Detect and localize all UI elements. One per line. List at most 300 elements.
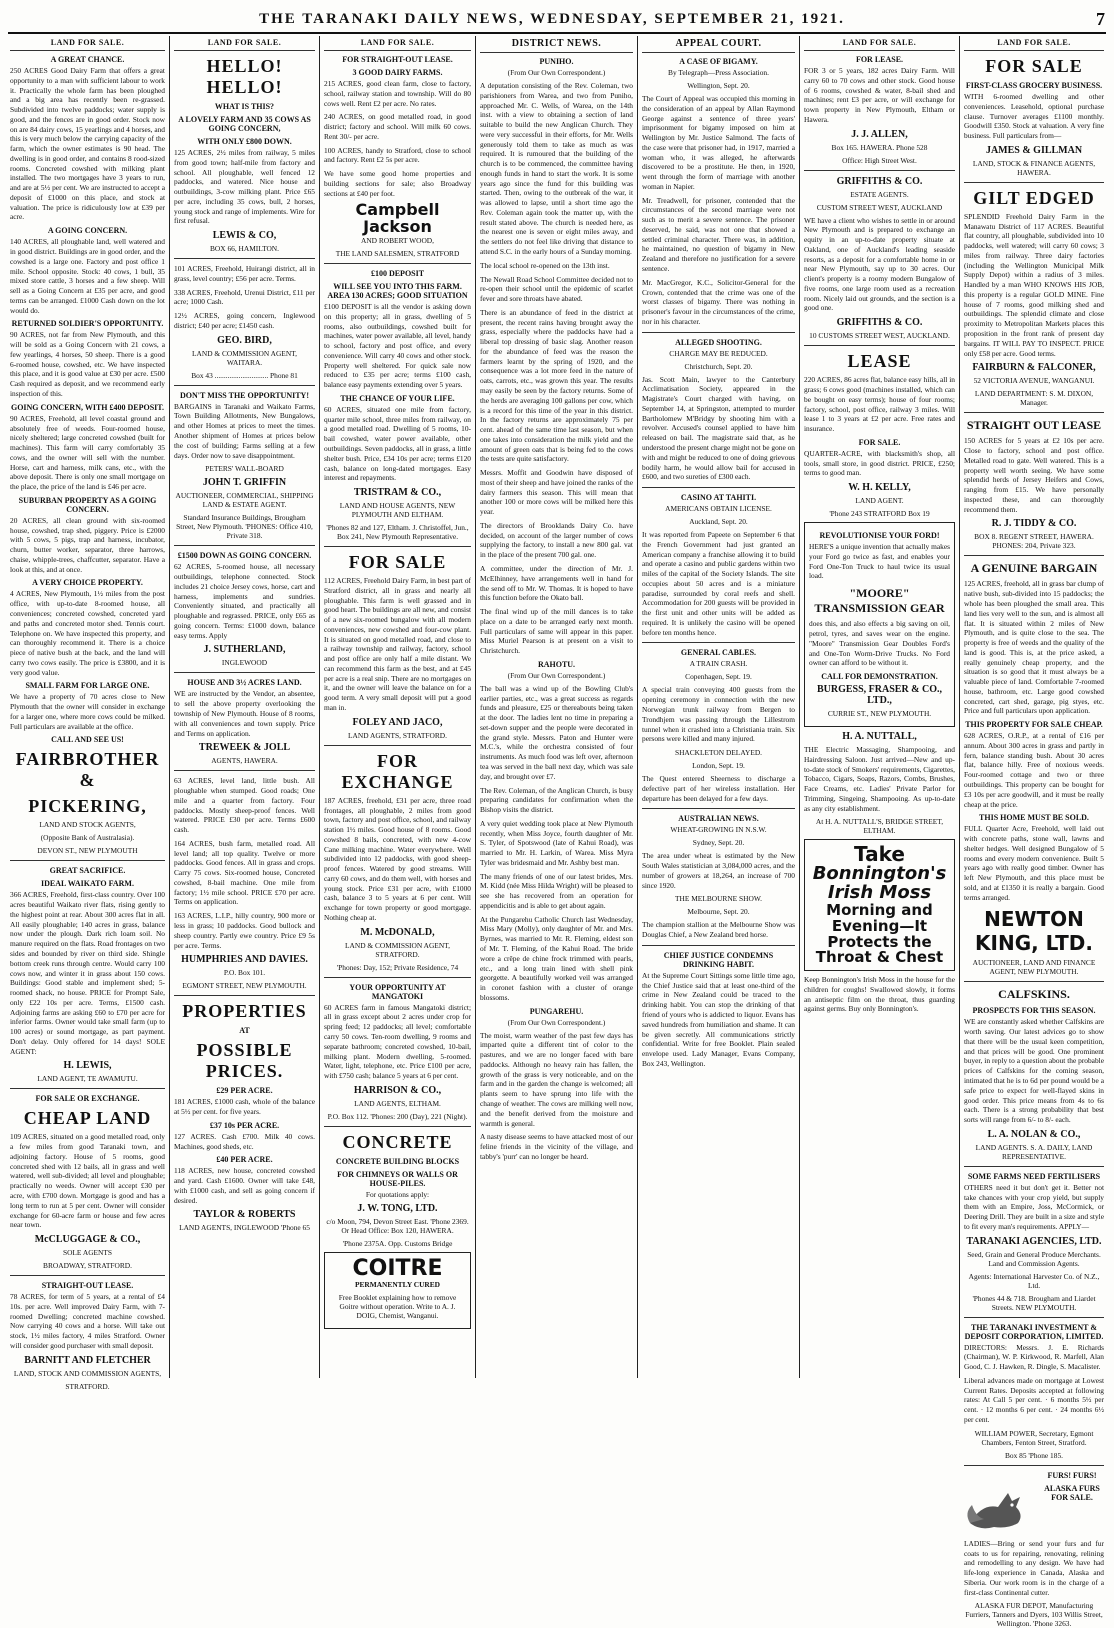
ad-text: Liberal advances made on mortgage at Lowest Current Rates. Deposits accepted at following rates: At Call 5 per cent. · 6 months 5½ per cent. · 12 months 6 per cent. · 24 months 6½ per cent. [964,1375,1104,1425]
ad-text: 220 ACRES, 86 acres flat, balance easy hills, all in grass; 6 cows good (machines installed, which can be bought on easy terms); house of four rooms; factory, school, post office, railway 3 miles. Will lease 1 to 3 years at £2 per acre. Free rates and insurance. [804,375,955,434]
advertiser-name: H. A. NUTTALL, [842,731,917,743]
ad-heading: GREAT SACRIFICE. [49,866,126,876]
divider [964,1317,1104,1318]
ad-heading: AT [239,1026,250,1036]
ad-headline: STRAIGHT OUT LEASE [966,418,1102,433]
divider [324,1126,471,1127]
ad-text: BARGAINS in Taranaki and Waikato Farms, Town Building Allotments, New Bungalows, and other Homes at prices to meet the times. Another shipment of Homes at prices below the cost of building; Farms selling at a few days. Order now to save disappointment. [174,401,315,460]
news-paragraph: Messrs. Moffit and Goodwin have disposed of most of their sheep and have joined the ranks of the dairy farmers this season. This will mean that another 100 or more cows will be milked here this year. [480,468,633,517]
divider [642,332,795,333]
advertiser-name: FAIRBURN & FALCONER, [972,362,1096,374]
ad-text: FULL Quarter Acre, Freehold, well laid out with concrete paths, stone wall, lawns and shelter hedges. Well designed Bungalow of 5 rooms and every modern convenience. Built 5 years ago with really good timber. Owner has left New Plymouth, and this place must be sold, and at £1350 it is really a bargain. Good terms arranged. [964,824,1104,902]
ad-text: 250 ACRES Good Dairy Farm that offers a great opportunity to a man with sufficient labour to work it. Practically the whole farm has been ploughed and a big area has recently been re-grassed. Subdivided into twelve paddocks; water supply is good, and the fences are in good order. Stock now on are 84 dairy cows, 15 yearlings and 4 horses, and this is very much below the carrying capacity of the farm, which the owner estimates is 90 head. The dwelling is in good order, and contains 8 rood-sized rooms. Concreted cowshed with milking plant installed. The two mortgages have 3 years to run, and are at 5½ per cent. We are instructed to accept a deposit of £1000 on this place, and stock at valuation. The price is ridiculously low at £39 per acre. [10,66,165,222]
masthead [8,6,1106,34]
divider [174,545,315,546]
ad-text: HERE'S a unique invention that actually makes your Ford go twice as fast, and enables your Ford One-Ton Truck to haul twice its usual load. [809,542,950,581]
ad-text: DIRECTORS: Messrs. J. E. Richards (Chairman), W. P. Kirkwood, R. Marfell, Alan Good, C. J. Hawken, R. Dingle, S. Macalister. [964,1342,1104,1372]
col3-header: LAND FOR SALE. [324,36,471,51]
ad-text: SPLENDID Freehold Dairy Farm in the Manawatu District of 117 ACRES. Beautiful flat country, all ploughable, subdivided into 10 paddocks, well watered; will carry 60 cows; 3 miles from railway. Three dairy factories (including the Wellington Municipal Milk Supply Depot) within a radius of 3 miles. Handled by a man WHO KNOWS HIS JOB, this property is a regular GOLD MINE. Fine house of 7 rooms, good milking shed and outbuildings. The splendid climate and close proximity to Metropolitan Markets places this proposition in the front rank of present day bargains. IT WILL PAY TO INSPECT. PRICE only £58 per acre. Good terms. [964,211,1104,358]
ad-text: 187 ACRES, freehold, £31 per acre, three road frontages, all ploughable, 2 miles from good town, factory and post office, school, and railway station 1½ miles. Good house of 8 rooms. Good cowshed 8 bails, concreted, with new 4-cow Cane milking machine. Water everywhere. Well subdivided into 12 paddocks, with good sheep-proof fences. Watered by good streams. Will carry 60 cows, and do them well, with horses and young stock. Price £31 per acre, with £1000 cash, balance 3 to 5 years at 6 per cent. Will exchange for town property or good mortgage. Nothing cheap at. [324,795,471,922]
ad-heading: £100 DEPOSIT [370,269,425,279]
advertiser-name: FAIRBROTHER & [15,749,160,791]
ad-heading: SMALL FARM FOR LARGE ONE. [25,681,150,691]
goitre-ad [324,1252,471,1329]
advertiser-name: LEWIS & CO, [212,230,277,242]
news-paragraph: The area under wheat is estimated by the New South Wales statistician at 3,084,000 acres, and the number of growers at 18,264, an increase of 700 since 1920. [642,851,795,890]
advertiser-name: Campbell Jackson [355,200,440,237]
advertiser-detail: LAND AGENTS. S. A. DAILY, LAND REPRESENTATIVE. [975,1142,1093,1161]
advertiser-detail: THE LAND SALESMEN, STRATFORD [335,249,460,259]
divider [324,546,471,547]
advertiser-detail: BOX 66, HAMILTON. [210,244,279,254]
advertiser-detail: Box 85 'Phone 185. [1005,1450,1063,1460]
ad-text: OTHERS need it but don't get it. Better not take chances with your crop yield, but supply them with an Empire, Joss, McCormick, or Deering Drill. They are built in a size and style to fit every man's requirements. APPLY— [964,1182,1104,1231]
divider [324,745,471,746]
ad-text: 100 ACRES, handy to Stratford, close to school and factory. Rent £2 5s per acre. [324,145,471,165]
ad-text: 60 ACRES farm in famous Mangatoki district; all in grass except about 2 acres under crop for spring feed; 12 paddocks; all level; comfortable carry 50 cows. Ten-room dwelling, 9 rooms and separate bathroom; concreted cowshed, 10-bail, milking plant. Modern dwelling, 5-roomed. Water, light, telephone, etc. Price £100 per acre, with £750 cash; balance 5 years at 6 per cent. [324,1002,471,1081]
advertiser-name: GRIFFITHS & CO. [836,175,923,187]
advertiser-name: L. A. NOLAN & CO., [987,1128,1081,1140]
ad-heading: THE CHANCE OF YOUR LIFE. [340,393,455,403]
news-paragraph: The many friends of one of our latest brides, Mrs. M. Kidd (née Miss Hilda Wright) will be pleased to see she has recovered from an operation for appendicitis and is able to get about again. [480,871,633,910]
advertiser-name: TARANAKI AGENCIES, LTD. [966,1235,1102,1247]
advertiser-name: H. LEWIS, [63,1060,112,1072]
ad-text: FOR 3 or 5 years, 182 acres Dairy Farm. Will carry 60 to 70 cows and other stock. Good house of 6 rooms, cowshed & water, 8-bail shed and machines; rent £3 per acre, or will exchange for town property in New Plymouth, Eltham or Hawera. [804,66,955,124]
ad-text: 125 ACRES, 2½ miles from railway, 5 miles from good town; half-mile from factory and school. All ploughable, well fenced 12 paddocks, and watered. Nice house and outbuildings, 3-cow milking plant. Price £65 per acre, including 35 cows, bull, 2 horses, young stock and range of implements. Wire for first refusal. [174,148,315,226]
ad-line: Evening—It [831,916,928,935]
news-paragraph: A very quiet wedding took place at New Plymouth recently, when Miss Joyce, fourth daughter of Mr. S. Tyler, of Spotswood (late of Kahui Road), was married to Mr. H. Larkin, of Warea. Miss Myra Tyler was bridesmaid and Mr. Ashby best man. [480,818,633,867]
divider [174,995,315,996]
news-paragraph: The champion stallion at the Melbourne Show was Douglas Chief, a New Zealand bred horse. [642,920,795,940]
deck: A TRAIN CRASH. [689,659,748,669]
news-paragraph: A deputation consisting of the Rev. Coleman, two parishioners from Warea, and two from Puniho, approached Mr. C. Wells, of Warea, on the 14th inst. with a view to obtaining a section of land suitable to build the new Anglican Church. They were very successful in their efforts, for Mr. Wells generously told them to take as much as was required. It is rumoured that the building of the church is to be commenced, the committee having enough funds in hand to start the work. It is some years ago since the fund for this building was started. Then, owing to the outbreak of the war, it was allowed to lapse, until a short time ago the Rev. Coleman again took the matter up, with the result stated above. The church is needed here, as the nearest one is seven or eight miles away, and the settlers do not feel like driving that distance to attend S.C. in the early hours of a Sunday morning. [480,81,633,257]
advertiser-name: HUMPHRIES AND DAVIES. [181,954,308,966]
advertiser-detail: LAND AND HOUSE AGENTS, NEW PLYMOUTH AND ELTHAM. [339,501,456,520]
ad-heading: FURS! FURS! [1047,1470,1097,1480]
advertiser-detail: 'Phones 82 and 127, Eltham. J. Christoffel, Jun., Box 241, New Plymouth Representative. [326,523,469,542]
ad-headline: A GENUINE BARGAIN [970,561,1098,576]
divider [964,412,1104,413]
ad-heading: FOR CHIMNEYS OR WALLS OR HOUSE-PILES. [337,1169,458,1188]
ad-heading: PROSPECTS FOR THIS SEASON. [972,1006,1096,1016]
ad-heading: WITH ONLY £800 DOWN. [197,137,292,146]
advertiser-detail: LAND & COMMISSION AGENT, STRATFORD. [345,940,450,959]
section-subheading: CHIEF JUSTICE CONDEMNS DRINKING HABIT. [663,950,774,969]
col7-header: LAND FOR SALE. [964,36,1104,51]
advertiser-name: R. J. TIDDY & CO. [991,518,1077,530]
divider [10,1088,165,1089]
news-paragraph: The ball was a wind up of the Bowling Club's earlier parties, etc., was a great success as regards funds and pleasure, £25 or thereabouts being taken at the door. The ladies lent no time in preparing a set-down supper and the people were decorated in the grand style. Messrs. Paton and Hunter were M.C.'s, while the orchestra consisted of four instruments. As much food was left over, afternoon tea was served in the ball next day, which was sale day, and brought over £7. [480,683,633,781]
ad-headline: COITRE [352,1255,443,1281]
column-3 [320,36,476,1378]
ad-text: 109 ACRES, situated on a good metalled road, only a few miles from good Taranaki town, and adjoining factory. House of 5 rooms, good concreted shed with 12 bails, all in grass and well watered, well sub-divided; all level and ploughable; practically no weeds. Owner will accept £30 per acre, with £700 down. Mortgage is good and has a long term to run at 5 per cent. Owner will consider exchange for 60-acre farm or house and few acres near town. [10,1132,165,1230]
divider [964,981,1104,982]
ad-heading: A VERY CHOICE PROPERTY. [32,578,143,588]
advertiser-detail: BOX 8. REGENT STREET, HAWERA. PHONES: 204, Private 323. [974,532,1094,551]
dateline: Melbourne, Sept. 20. [687,907,750,917]
advertiser-detail: AUCTIONEER, COMMERCIAL, SHIPPING LAND & ESTATE AGENT. [175,491,314,510]
ad-text: THE Electric Massaging, Shampooing, and Hairdressing Saloon. Just arrived—New and up-to-date stock of Smokers' requirements, Cigarettes, Tobacco, Cigars, Soaps, Razors, Combs, Brushes, Face Creams, etc. Ladies' Private Parlor for Trimming, Singeing, Shampooing. As up-to-date as any city establishment. [804,745,955,813]
ad-line: Take [854,842,905,867]
advertiser-name: NEWTON KING, LTD. [975,907,1093,956]
advertiser-detail: WILLIAM POWER, Secretary, Egmont Chambers, Fenton Street, Stratford. [974,1428,1094,1447]
dateline: Sydney, Sept. 20. [692,838,745,848]
divider [804,170,955,171]
news-paragraph: The final wind up of the mill dances is to take place on a date to be arranged early next month. Full particulars of same will appear in this paper. Miss Muriel Pearson is at present on a visit to Christchurch. [480,607,633,656]
byline: (From Our Own Correspondent.) [507,670,606,680]
advertiser-name: J. J. ALLEN, [851,128,908,140]
advertiser-name: BURGESS, FRASER & CO., LTD., [816,684,943,707]
advertiser-detail: c/o Moon, 794, Devon Street East. 'Phone 2369. Or Head Office: Box 120, HAWERA. [326,1216,469,1235]
ad-heading: STRAIGHT-OUT LEASE. [41,1281,134,1291]
column-4 [476,36,638,1378]
page-number: 7 [1096,8,1106,29]
ad-heading: £37 10s PER ACRE. [209,1120,280,1130]
advertiser-detail: Agents: International Harvester Co. of N.Z., Ltd. [968,1271,1100,1290]
dateline: Christchurch, Sept. 20. [684,361,753,371]
ad-heading: HOUSE AND 3½ ACRES LAND. [187,678,302,688]
ad-text: 20 ACRES, all clean ground with six-roomed house, cowshed, trap shed, piggery. Price is £2000 with 5 cows, 5 pigs, trap and harness, incubator, churn, butter worker, separator, three harrows, chaise, whipple-trees, chaffcutter, separator. Have a look at this, and at once. [10,515,165,574]
advertiser-detail: PETERS' WALL-BOARD [205,464,284,474]
ad-heading: THIS HOME MUST BE SOLD. [979,813,1089,823]
advertiser-detail: Standard Insurance Buildings, Brougham Street, New Plymouth. 'PHONES: Office 410, Private 318. [176,513,313,541]
masthead-title: THE TARANAKI DAILY NEWS, WEDNESDAY, SEPTEMBER 21, 1921. [259,10,845,27]
advertiser-detail: INGLEWOOD [221,658,268,668]
ad-line: Bonnington's [812,863,947,885]
advertiser-detail: 10 CUSTOMS STREET WEST, AUCKLAND. [809,331,950,341]
ad-text: 628 ACRES, O.R.P., at a rental of £16 per annum. About 300 acres in grass and partly in fern, balance standing bush. About 30 acres flat, balance hilly. Free of noxious weeds. Four-roomed cottage and two or three outbuildings. This property can be bought for £3 10s per acre goodwill, and it must be really cheap at the price. [964,731,1104,809]
col2-header: LAND FOR SALE. [174,36,315,51]
column-5 [638,36,800,1378]
moore-gear-ad [804,522,955,727]
ad-text: 62 ACRES, 5-roomed house, all necessary outbuildings, telephone connected. Stock includes 21 choice Jersey cows, horse, cart and harness, implements and sundries. Conveniently situated, and practically all ploughable and regrassed. PRICE, only £65 as going concern. Terms: £1000 down, balance easy terms. Apply [174,562,315,640]
advertiser-detail: EGMONT STREET, NEW PLYMOUTH. [182,981,307,991]
advertiser-detail: LAND AGENT, TE AWAMUTU. [37,1074,138,1084]
ad-headline: CONCRETE [342,1131,453,1152]
news-paragraph: The Rev. Coleman, of the Anglican Church, is busy preparing candidates for confirmation when the Bishop visits the district. [480,785,633,815]
advertiser-name: TREWEEK & JOLL [198,742,291,754]
news-paragraph: There is an abundance of feed in the district at present, the recent rains having brought away the grass, especially where the paddocks have had a liberal top dressing of basic slag. Another reason for the abundance of feed was the reason the farmers learnt by the spring of 1920, and the consequence was a lot more feed in the nature of oats, carrots, etc., was grown this year. The results may easily be seen by the factory returns. Some of the herds are averaging 100 gallons per cow, which is a record for this time of the year in this district. In the factory returns are approximately 75 per cent. ahead of the same time last season, but when one takes into consideration the milk yield and the amount of green oats that is being fed to the cows the tests are quite satisfactory. [480,307,633,464]
advertiser-name: J. SUTHERLAND, [203,644,286,656]
ad-text: 4 ACRES, New Plymouth, 1½ miles from the post office, with up-to-date 8-roomed house, all conveniences; concreted cowshed, concreted yard and paths and concreted motor shed. Tennis court. Telephone on. We have inspected this property, and can thoroughly recommend it. There is a choice piece of native bush at the back, and the land will carry two cows easily. The price is £3800, and it is very good value. [10,589,165,677]
ad-text: £100 DEPOSIT is all the vendor is asking down on this property; all in grass, dwelling of 5 rooms, also outbuildings, cowshed built for machines, water power available, all level, handy to school, factory and post office, and every convenience. Will carry 40 cows and other stock. Property well sheltered. For quick sale now reduced to £35 per acre; terms £100 cash, balance easy payments extending over 5 years. [324,302,471,390]
ad-text: LADIES—Bring or send your furs and fur coats to us for repairing, renovating, relining and remodelling to any design. We have had life-long experience in Canada, Alaska and Siberia. Our work room is in the charge of a first-class Continental cutter. [964,1538,1104,1597]
ad-heading: ALASKA FURS FOR SALE. [1044,1483,1100,1502]
advertiser-detail: For quotations apply: [365,1189,430,1199]
irish-moss-ad [804,839,955,971]
column-7 [960,36,1108,1628]
dateline: Wellington, Sept. 20. [687,81,750,90]
advertiser-detail: At H. A. NUTTALL'S, BRIDGE STREET, ELTHAM. [815,817,944,836]
divider [804,345,955,346]
ad-text: 63 ACRES, level land, little bush. All ploughable when stumped. Good roads; One mile and a quarter from factory. Four paddocks. Mostly sheep-proof fences. Well watered. PRICE £30 per acre. Terms £600 cash. [174,776,315,835]
ad-text: 78 ACRES, for term of 5 years, at a rental of £4 10s. per acre. Well improved Dairy Farm, with 7-roomed Dwelling; concreted machine cowshed. Now carrying 40 cows and a horse. Will take out stock, 1½ miles factory, 4 miles Stratford. Owner will consider good purchaser with small deposit. [10,1292,165,1350]
advertiser-detail: CUSTOM STREET WEST, AUCKLAND [816,202,943,212]
deck: AMERICANS OBTAIN LICENSE. [665,504,772,514]
divider [10,860,165,861]
section-header: APPEAL COURT. [642,36,795,53]
advertiser-name: McCLUGGAGE & CO., [34,1234,141,1246]
ad-line: Throat & Chest [815,948,944,967]
ad-text: 150 ACRES for 5 years at £2 10s per acre. Close to factory, school and post office. Metalled road to gate. Well watered. This is a property well worth seeing. We have some splendid herds of Jersey Heifers and Cows, ranging from £15. We have personally inspected these, and can thoroughly recommend them. [964,436,1104,514]
advertiser-detail: ALASKA FUR DEPOT, Manufacturing Furriers, Tanners and Dyers, 103 Willis Street, Wellington. 'Phone 3263. [965,1601,1103,1628]
advertiser-name: PICKERING, [28,796,147,817]
divider [642,945,795,946]
advertiser-detail: LAND AGENT. [855,496,904,506]
divider [642,642,795,643]
ad-text: Free Booklet explaining how to remove Goitre without operation. Write to A. J. DOIG, Chemist, Wanganui. [338,1292,457,1320]
ad-text: 140 ACRES, all ploughable land, well watered and in good district. Buildings are in good order, and the cowshed is a large one. Factory and post office 1 mile. School opposite. Stock: 40 cows, 1 bull, 35 mixed store cattle, 3 horses and a few sheep. Will sell as a Going Concern at £35 per acre, and good terms can be arranged. £1000 Cash down on the lot would do. [10,237,165,315]
ad-heading: GOING CONCERN, WITH £400 DEPOSIT. [10,402,165,412]
ad-headline: "MOORE" TRANSMISSION GEAR [814,586,945,616]
ad-heading: FOR LEASE. [855,55,904,64]
ad-heading: RETURNED SOLDIER'S OPPORTUNITY. [11,319,164,329]
section-subheading: A CASE OF BIGAMY. [679,57,758,66]
ad-text: 127 ACRES. Cash £700. Milk 40 cows. Machines, good sheds, etc. [174,1131,315,1151]
divider [642,487,795,488]
ad-text: WE have a client who wishes to settle in or around New Plymouth and is prepared to exchange an equity in an up-to-date property situate at Oakland, one of Auckland's leading seaside resorts, as a deposit for a comfortable home in or near New Plymouth, say up to 30 acres. Our client's property is a roomy modern Bungalow of five rooms, one large room used as a recreation room. Nicely laid out grounds, and the section is a good one. [804,215,955,313]
news-paragraph: A special train conveying 400 guests from the opening ceremony in connection with the new Norwegian trunk railway from Bergen to Trondhjem was passing through the Lillestrom tunnel when it crashed into a Christiania train. Six persons were killed and many injured. [642,685,795,744]
advertiser-detail: Box 43 ............................. Phone 81 [191,370,298,380]
dateline: Auckland, Sept. 20. [689,517,748,527]
ad-text: 163 ACRES, L.I.P., hilly country, 900 more or less in grass; 10 paddocks. Good bullock and sheep country. Partly ewe country. Price £9 5s per acre. Terms. [174,911,315,950]
section-subheading: GENERAL CABLES. [680,648,757,658]
section-subheading: ALLEGED SHOOTING. [675,337,762,347]
advertiser-detail: (Opposite Bank of Australasia). [40,833,135,843]
section-header: DISTRICT NEWS. [480,36,633,53]
advertiser-detail: SOLE AGENTS [62,1248,113,1258]
divider [174,672,315,673]
ad-line: Protects the [827,932,932,951]
advertiser-name: TRISTRAM & CO., [353,487,442,499]
advertiser-name: HARRISON & CO., [353,1084,442,1096]
ad-heading: FOR SALE. [858,437,901,447]
ad-headline: HELLO! HELLO! [206,56,283,97]
ad-text: does this, and also effects a big saving on oil, petrol, tyres, and saves wear on the engine. "Moore" Transmission Gear Doubles Ford's and One-Ton Worm-Drive Trucks. No Ford owner can afford to be without it. [809,619,950,668]
ad-heading: IDEAL WAIKATO FARM. [41,879,134,889]
ad-headline: CHEAP LAND [23,1108,152,1129]
ad-heading: A GOING CONCERN. [47,226,128,236]
news-paragraph: A nasty disease seems to have attacked most of our feline friends in the vicinity of the village, and tabby's 'purr' can no longer be heard. [480,1132,633,1161]
section-subheading: AUSTRALIAN NEWS. [678,814,759,824]
advertiser-name: BARNITT AND FLETCHER [24,1354,151,1366]
section-subheading: CASINO AT TAHITI. [680,493,757,503]
ad-heading: FOR SALE OR EXCHANGE. [35,1094,140,1104]
advertiser-name: TAYLOR & ROBERTS [193,1209,296,1221]
advertiser-detail: P.O. Box 112. 'Phones: 200 (Day), 221 (Night). [327,1111,468,1121]
ad-text: WE are constantly asked whether Calfskins are worth saving. Our latest advices go to show that there will be the usual keen competition, and that prices will be good. One prominent buyer, in reply to a question about the probable prices of Calfskins for the coming season, intimated that he is to 6d per pound would be a safe price to expect for well-flayed skins in good order. This price means from 4s to 6s each. There is a strong probability that best sorts will range from 6/- to 8/- each. [964,1017,1104,1125]
advertiser-detail: LAND AGENTS, INGLEWOOD 'Phone 65 [179,1223,310,1233]
advertiser-detail: 'Phone 243 STRATFORD Box 19 [829,509,930,519]
news-paragraph: The Quest entered Sheerness to discharge a defective part of her wireless installation. Her departure has been delayed for a few days. [642,774,795,803]
advertiser-name: JAMES & GILLMAN [985,144,1083,156]
ad-text: 101 ACRES, Freehold, Huirangi district, all in grass, level country; £56 per acre. Terms. [174,264,315,283]
ad-text: QUARTER-ACRE, with blacksmith's shop, all tools, small store, in good district. PRICE, £250; terms to good man. [804,448,955,478]
advertiser-detail: 'Phones: Day, 152; Private Residence, 74 [336,962,459,972]
ad-text: 12½ ACRES, going concern, Inglewood district; £40 per acre; £1450 cash. [174,311,315,330]
section-subheading: PUNIHO. [539,57,574,66]
advertiser-detail: AGENTS, HAWERA. [211,756,278,766]
advertiser-detail: LAND, STOCK AND COMMISSION AGENTS, [13,1368,162,1378]
news-paragraph: The directors of Brooklands Dairy Co. have decided, on account of the larger number of cows supplying the factory, to install a new 800 gal. vat in the place of the present 700 gal. one. [480,520,633,560]
col6-header: LAND FOR SALE. [804,36,955,51]
ad-heading: A LOVELY FARM AND 35 COWS AS GOING CONCERN, [178,115,311,133]
ad-heading: SUBURBAN PROPERTY AS A GOING CONCERN. [18,495,157,514]
byline: (From Our Own Correspondent.) [507,68,606,77]
ad-text: We have a property of 70 acres close to New Plymouth that the owner will consider in exchange for a larger one, where more cows could be milked. Full particulars are available at the office. [10,692,165,731]
ad-heading: CALL AND SEE US! [51,735,124,745]
news-paragraph: The Court of Appeal was occupied this morning in the consideration of an appeal by Allan Raymond George against a sentence of three years' imprisonment for bigamy imposed on him at Wellington by Mr. Justice Salmond. The facts of the case were that prisoner had, in 1917, married a woman who, it was alleged, he afterwards discovered to be a prostitute. He then, in 1920, went through the form of marriage with another woman in Napier. [642,94,795,191]
divider [324,263,471,264]
advertiser-detail: ESTATE AGENTS. [850,189,909,199]
ad-headline: PROPERTIES [182,1001,307,1022]
ad-line: Irish Moss [827,882,932,904]
ad-text: 215 ACRES, good clean farm, close to factory, school, railway station and township. Will do 80 cows well. Rent £2 per acre. No rates. [324,79,471,108]
columns [6,36,1108,1628]
ad-headline: POSSIBLE PRICES. [196,1040,293,1082]
ad-headline: FOR EXCHANGE [341,750,454,792]
ad-heading: £29 PER ACRE. [216,1086,273,1096]
ad-heading: SOME FARMS NEED FERTILISERS [967,1171,1101,1181]
ad-heading: £40 PER ACRE. [216,1155,273,1165]
ad-heading: WHAT IS THIS? [214,102,275,111]
ad-heading: 3 GOOD DAIRY FARMS. [352,68,443,77]
column-2 [170,36,320,1378]
divider [964,1465,1104,1466]
advertiser-detail: Box 165. HAWERA. Phone 528 [831,142,928,152]
news-paragraph: Jas. Scott Main, lawyer to the Canterbury Acclimatisation Society, appeared in the Magistrate's Court charged with having, on September 14, at Springston, attempted to murder Bartholomew M'Bridgy by shooting him with a revolver. Accused's counsel applied to have him released on bail. The magistrate said that, as he understood the present charge might not be gone on with and might be reduced to one of doing grievous bodily harm, he would allow bail for accused in £600, and two sureties of £300 each. [642,374,795,482]
advertiser-detail: Seed, Grain and General Produce Merchants. Land and Commission Agents. [967,1249,1101,1268]
ad-heading: FIRST-CLASS GROCERY BUSINESS. [965,81,1103,90]
ad-text: 118 ACRES, new house, concreted cowshed and yard. Cash £1600. Owner will take £48, with £1000 cash, and sell as going concern if desired. [174,1166,315,1205]
news-paragraph: Mr. Treadwell, for prisoner, contended that the circumstances of the second marriage were not such as to merit a severe sentence. The prisoner deserved, he said, was not one that showed a settled criminal character. There was, in addition, he maintained, no question of bigamy in New Zealand and therefore no justification for a severe sentence. [642,195,795,274]
ad-heading: FOR STRAIGHT-OUT LEASE. [342,55,453,64]
news-paragraph: The local school re-opened on the 13th inst. [480,260,610,270]
ad-text: 366 ACRES, Freehold, first-class country. Over 100 acres beautiful Waikato river flats, rising gently to the highest point at rear. About 300 acres flat in all. All easily ploughable; 140 acres in grass, balance now under the plough. Dark rich loam soil. No manure required on the flats. Road frontages on two sides and bounded by river on third side. Shingle bottom creek runs through centre. Would carry 100 cows now, and winter it in grass about 150 cows. Buildings: Good stable and implement shed; 5-roomed shack, no house. PRICE for Prompt Sale, only £22 10s per acre. Terms, £1500 cash. Adjoining farms are asking £60 to £70 per acre for inferior farms. Owner would take small farm (up to 100 acres) or sound mortgage, as part payment. Don't delay. Only offered for 14 days! SOLE AGENT: [10,890,165,1056]
section-subheading: PUNGAREHU. [529,1006,584,1016]
ad-heading: YOUR OPPORTUNITY AT MANGATOKI [349,982,446,1001]
advertiser-name: M. McDONALD, [360,926,435,938]
advertiser-detail: LAND & COMMISSION AGENT, WAITARA. [192,348,297,367]
advertiser-detail: LAND AGENTS, STRATFORD. [348,730,447,740]
section-subheading: RAHOTU. [537,659,576,669]
divider [964,1166,1104,1167]
advertiser-detail: LAND DEPARTMENT: S. M. DIXON, Manager. [974,389,1094,408]
ad-heading: CALL FOR DEMONSTRATION. [821,672,938,682]
fox-illustration-icon [964,1473,1034,1537]
news-paragraph: At the Pungarehu Catholic Church last Wednesday, Miss Mary (Molly), only daughter of Mr. and Mrs. Byrnes, was married to Mr. R. Fleming, eldest son of Mr. T. Fleming, of the Kahui Road. The bride wore a crêpe de chine frock trimmed with pearls, etc., and a long train lined with shell pink georgette. A beautifully worked veil was arranged in coronet fashion with a cluster of orange blossoms. [480,914,633,1002]
column-6 [800,36,960,1378]
ad-headline: GILT EDGED [973,187,1095,208]
divider [324,977,471,978]
ad-headline: FOR SALE [985,56,1083,76]
advertiser-detail: DEVON ST., NEW PLYMOUTH [37,846,138,856]
divider [174,258,315,259]
byline: By Telegraph—Press Association. [668,68,769,77]
ad-heading: THIS PROPERTY FOR SALE CHEAP. [965,720,1103,730]
advertiser-detail: Office: High Street West. [842,155,917,165]
ad-text: 60 ACRES, situated one mile from factory, quarter mile school, three miles from railway, on a good metalled road. Dwelling of 5 rooms, 10-bail cowshed, water power available, other outbuildings. Seven paddocks, all in grass, a little shelter bush. Price, £34 10s per acre; terms £120 cash, balance on long-dated mortgages. Easy interest and repayments. [324,404,471,483]
byline: (From Our Own Correspondent.) [507,1017,606,1027]
advertiser-name: W. H. KELLY, [848,482,911,494]
dateline: London, Sept. 19. [692,761,745,771]
ad-heading: A GREAT CHANCE. [50,55,125,64]
advertiser-detail: LAND, STOCK & FINANCE AGENTS, HAWERA. [972,158,1096,177]
news-paragraph: Mr. MacGregor, K.C., Solicitor-General for the Crown, contended that the crime was one of the worst classes of bigamy. There was nothing in prisoner's favour in the circumstances of the crime, nor in his character. [642,277,795,326]
column-1 [6,36,170,1391]
ad-text: We have some good home properties and building sections for sale; also Broadway sections at £40 per foot. [324,169,471,198]
advertiser-name: JOHN T. GRIFFIN [202,477,287,489]
ad-headline: FOR SALE [348,552,447,573]
ad-text: 90 ACRES, not far from New Plymouth, and this will be sold as a Going Concern with 21 cows, a few yearlings, 4 horses, 50 sheep. There is a good 6-roomed house, cowshed, etc. We have inspected this place, and it is good value at £30 per acre. £500 Cash required as deposit, and we recommend early inspection of this. [10,330,165,398]
news-paragraph: It was reported from Papeete on September 6 that the French Government had just granted an American company a franchise allowing it to build and operate a casino and public gardens within two miles of the capital of the Society Islands. The site occupies about 50 acres and is a miniature paradise, surrounded by coral reefs and shell. Accommodation for 200 guests will be provided in the first unit and other units will be added as required. It is unlikely the casino will be opened before ten months hence. [642,530,795,637]
divider [642,808,795,809]
advertiser-name: GEO. BIRD, [217,334,272,346]
deck: WHEAT-GROWING IN N.S.W. [670,825,767,835]
news-paragraph: The moist, warm weather of the past few days has imparted quite a different tint of color to the pastures, and we are no longer faced with bare paddocks. Although no heavy rain has fallen, the growth of the grass is very noticeable, and on the farm and in the garden the change is welcomed; all plants seem to have sprung into life with the change of weather. The cows are milking well now, and the benefit derived from the moisture and warmth is general. [480,1030,633,1128]
ad-text: Keep Bonnington's Irish Moss in the house for the children for coughs! Swallowed slowly, it forms an antiseptic film on the throat, thus guarding against germs. Buy only Bonnington's. [804,975,955,1014]
advertiser-detail: STRATFORD. [65,1381,110,1391]
advertiser-detail: 'Phone 2375A. Opp. Customs Bridge [342,1238,453,1248]
advertiser-detail: AND ROBERT WOOD, [361,236,434,246]
ad-line: Morning and [826,901,933,920]
dateline: Copenhagen, Sept. 19. [685,672,752,682]
advertiser-detail: BROADWAY, STRATFORD. [43,1261,132,1271]
advertiser-detail: LAND AND STOCK AGENTS, [39,820,136,830]
advertiser-name: GRIFFITHS & CO. [836,317,923,329]
divider [174,770,315,771]
divider [10,1275,165,1276]
divider [174,385,315,386]
ad-heading: REVOLUTIONISE YOUR FORD! [819,531,940,541]
advertiser-detail: LAND AGENTS, ELTHAM. [354,1098,441,1108]
ad-heading: PERMANENTLY CURED [354,1279,441,1289]
divider [964,555,1104,556]
divider [964,182,1104,183]
ad-heading: £1500 DOWN AS GOING CONCERN. [177,551,312,561]
news-paragraph: A committee, under the direction of Mr. J. McElhinney, have arrangements well in hand for the send off to Mr. W. Thomas. It is hoped to have this function before the Okato ball. [480,563,633,603]
advertiser-detail: 'Phones 44 & 718. Brougham and Liardet Streets. NEW PLYMOUTH. [972,1293,1096,1312]
ad-text: 90 ACRES, Freehold, all level coastal ground and absolutely free of weeds. Four-roomed house, nicely sheltered; large concreted cowshed (built for machines). This farm will carry comfortably 35 cows, and the owner will sell with the number. Horse, cart and harness, milk cans, etc., with the above deposit. There is only one small mortgage on the place, the price of the land is £46 per acre. [10,413,165,492]
advertiser-detail: 52 VICTORIA AVENUE, WANGANUI. [973,376,1095,386]
ad-text: 112 ACRES, Freehold Dairy Farm, in best part of Stratford district, all in grass and nearly all ploughable. This farm is well grassed and in good heart. The buildings are all new, and consist of a new six-roomed bungalow with all modern conveniences, new cowshed and four-cow plant. It is situated on good metalled road, and close to a railway township and railway, factory, school and post office are only half a mile distant. We can recommend this farm as the best, and at £45 per acre is a real snip. There are no mortgages on it, and the owner will leave the balance on for a good term. A very small deposit will put a good man in. [324,576,471,712]
deck: CHARGE MAY BE REDUCED. [669,348,768,358]
ad-headline: CALFSKINS. [998,987,1070,1002]
ad-text: WITH 6-roomed dwelling and other conveniences. Leasehold, optional purchase clause. Turnover averages £1100 monthly. Goodwill £350. Stock at valuation. A very fine business. Full particulars from— [964,92,1104,141]
advertiser-detail: AUCTIONEER, LAND AND FINANCE AGENT, NEW PLYMOUTH. [972,958,1096,977]
ad-heading: THE TARANAKI INVESTMENT & DEPOSIT CORPORATION, LIMITED. [964,1322,1104,1341]
ad-heading: DON'T MISS THE OPPORTUNITY! [180,390,309,400]
advertiser-detail: P.O. Box 101. [223,968,266,978]
ad-text: 181 ACRES, £1000 cash, whole of the balance at 5½ per cent. for five years. [174,1097,315,1117]
news-paragraph: The Newall Road School Committee decided not to re-open their school until the epidemic of scarlet fever and sore throats have abated. [480,274,633,304]
ad-text: WE are instructed by the Vendor, an absentee, to sell the above property overlooking the township of New Plymouth. House of 8 rooms, with all conveniences and town supply. Price and Terms on application. [174,689,315,738]
ad-heading: CONCRETE BUILDING BLOCKS [335,1156,460,1166]
advertiser-name: FOLEY AND JACO, [352,716,443,728]
advertiser-name: J. W. TONG, LTD. [357,1202,438,1214]
ad-text: 125 ACRES, freehold, all in grass bar clump of native bush, sub-divided into 15 paddocks; the whole has been ploughed the small area. This land lies very well to the sun, and is almost all flat. It is situated within 2 miles of New Plymouth, and is quite close to the sea. The property is free of weeds and the quality of the land is good. This is, at the price asked, a really genuinely cheap property, and the situation is so good that it must always be a valuable piece of land. Comfortable 7-roomed house, bathroom, etc. Large good cowshed concreted, cart shed, garage, pig styes, etc. Price and full particulars upon application. [964,579,1104,716]
ad-headline: LEASE [847,351,912,372]
col1-header: LAND FOR SALE. [10,36,165,51]
ad-text: 164 ACRES, bush farm, metalled road. All level land; all top quality. Twelve or more paddocks. Good fences. All in grass and crops. Carry 75 cows. Six-roomed house, Concreted cowshed, 8-bail machine. One mile from factory; 1½ mile school. PRICE £70 per acre. Terms on application. [174,838,315,907]
deck: THE MELBOURNE SHOW. [675,894,762,904]
ad-text: 338 ACRES, Freehold, Urenui District, £11 per acre; 1000 Cash. [174,287,315,307]
deck: SHACKLETON DELAYED. [674,748,763,758]
news-paragraph: At the Supreme Court Sittings some little time ago, the Chief Justice said that at least one-third of the crime in New Zealand could be traced to the drinking habit. You can stop the drinking of that friend of yours who is addicted to liquor. Evans has saved hundreds from humiliation and shame. It can be given secretly. All communications strictly confidential. Write for free Booklet. Plain sealed envelope used. Lady Manager, Evans Company, Box 243, Wellington. [642,970,795,1068]
ad-text: 240 ACRES, on good metalled road, in good district; factory and school. Will milk 60 cows. Rent 30/- per acre. [324,112,471,141]
advertiser-detail: CURRIE ST., NEW PLYMOUTH. [827,709,932,719]
ad-heading: WILL SEE YOU INTO THIS FARM. AREA 130 ACRES; GOOD SITUATION [327,282,468,301]
